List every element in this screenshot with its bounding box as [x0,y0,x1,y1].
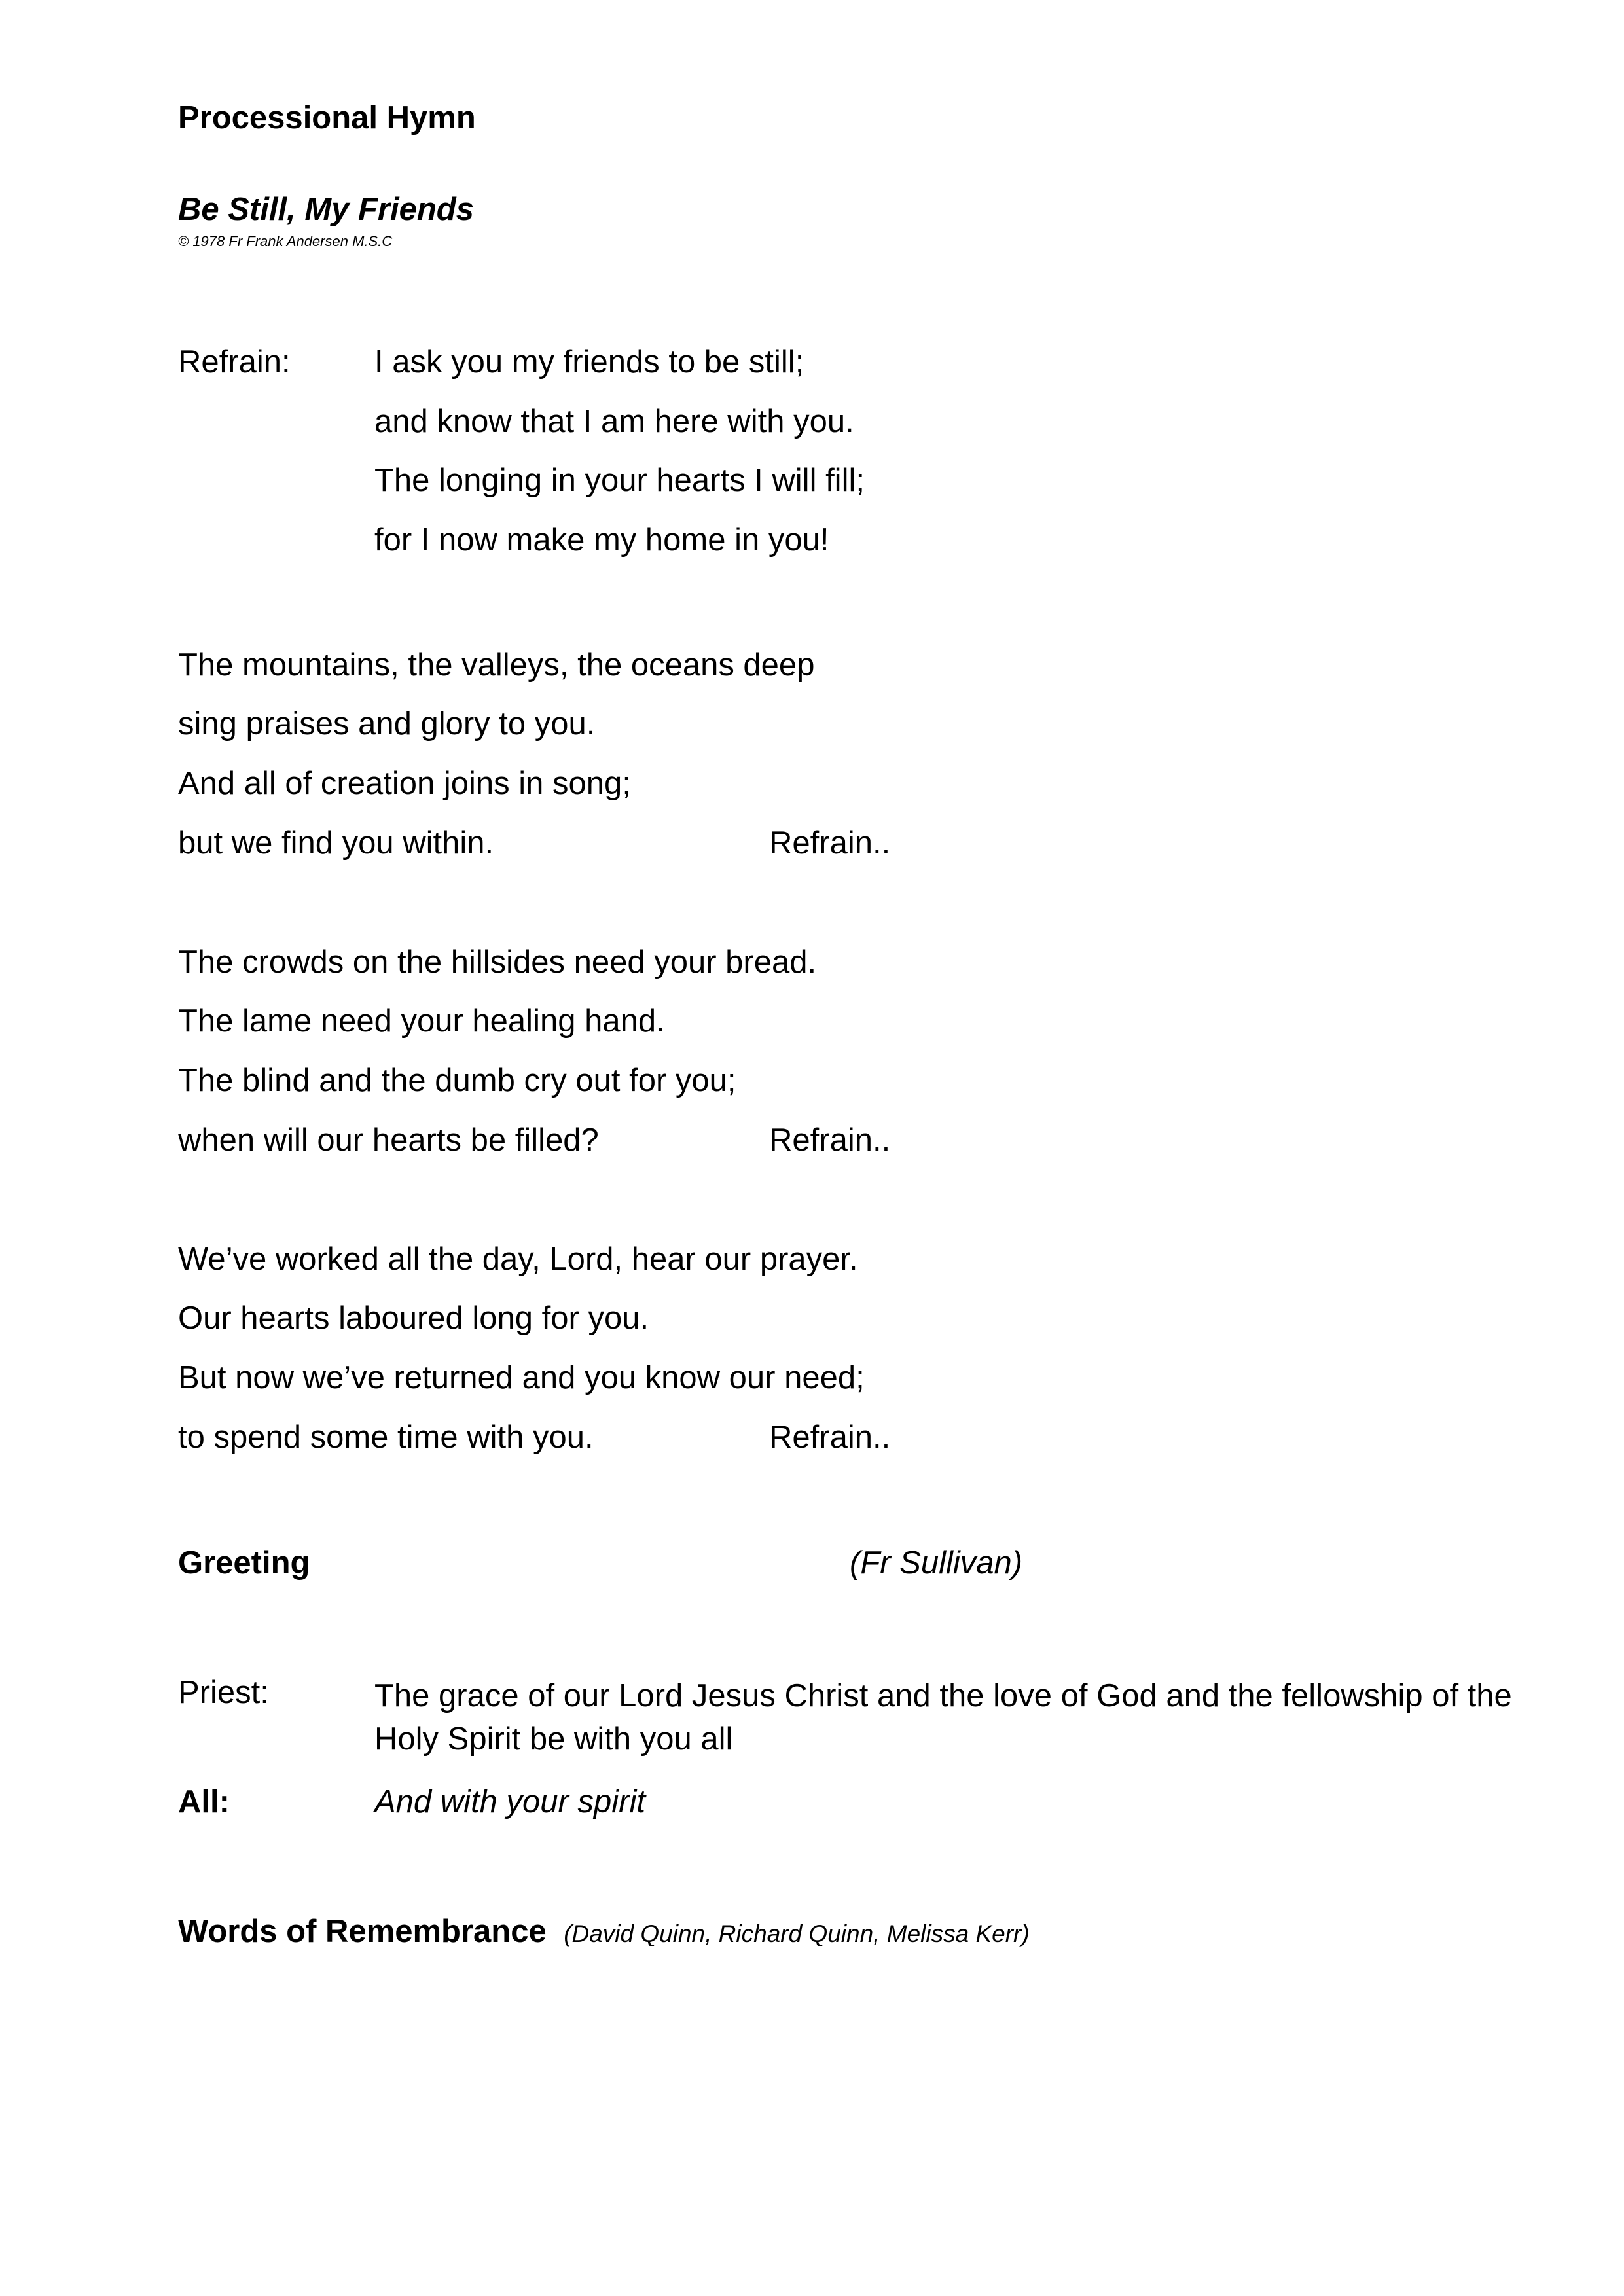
verse-line: The mountains, the valleys, the oceans deep [178,647,815,683]
verse-line: And all of creation joins in song; [178,766,631,801]
all-response: And with your spirit [374,1784,645,1820]
remembrance-line [178,1913,1030,1950]
verse-line: Our hearts laboured long for you. [178,1300,649,1336]
section-heading-processional: Processional Hymn [178,100,476,135]
refrain-line: for I now make my home in you! [374,522,829,558]
hymn-copyright: © 1978 Fr Frank Andersen M.S.C [178,233,393,249]
refrain-cue: Refrain.. [769,1420,891,1455]
verse-line: The blind and the dumb cry out for you; [178,1063,736,1098]
refrain-cue: Refrain.. [769,825,891,861]
verse-line: when will our hearts be filled? [178,1122,599,1158]
refrain-label: Refrain: [178,344,291,380]
refrain-line: I ask you my friends to be still; [374,344,804,380]
verse-line: The lame need your healing hand. [178,1003,665,1039]
section-heading-remembrance: Words of Remembrance [178,1914,547,1949]
remembrance-speakers: (David Quinn, Richard Quinn, Melissa Kerr) [564,1920,1030,1947]
verse-line: But now we’ve returned and you know our need; [178,1360,865,1395]
priest-text: The grace of our Lord Jesus Christ and the love of God and the fellowship of the Holy Spirit be with you all [374,1678,1512,1757]
verse-line: sing praises and glory to you. [178,706,596,742]
priest-label: Priest: [178,1675,269,1710]
section-heading-greeting: Greeting [178,1545,310,1581]
verse-line: The crowds on the hillsides need your bread. [178,944,817,980]
all-label: All: [178,1784,230,1820]
verse-line: but we find you within. [178,825,494,861]
greeting-celebrant: (Fr Sullivan) [850,1545,1023,1581]
verse-line: We’ve worked all the day, Lord, hear our prayer. [178,1242,858,1277]
hymn-title: Be Still, My Friends [178,192,474,227]
refrain-line: and know that I am here with you. [374,404,854,439]
refrain-line: The longing in your hearts I will fill; [374,463,865,498]
refrain-cue: Refrain.. [769,1122,891,1158]
verse-line: to spend some time with you. [178,1420,594,1455]
